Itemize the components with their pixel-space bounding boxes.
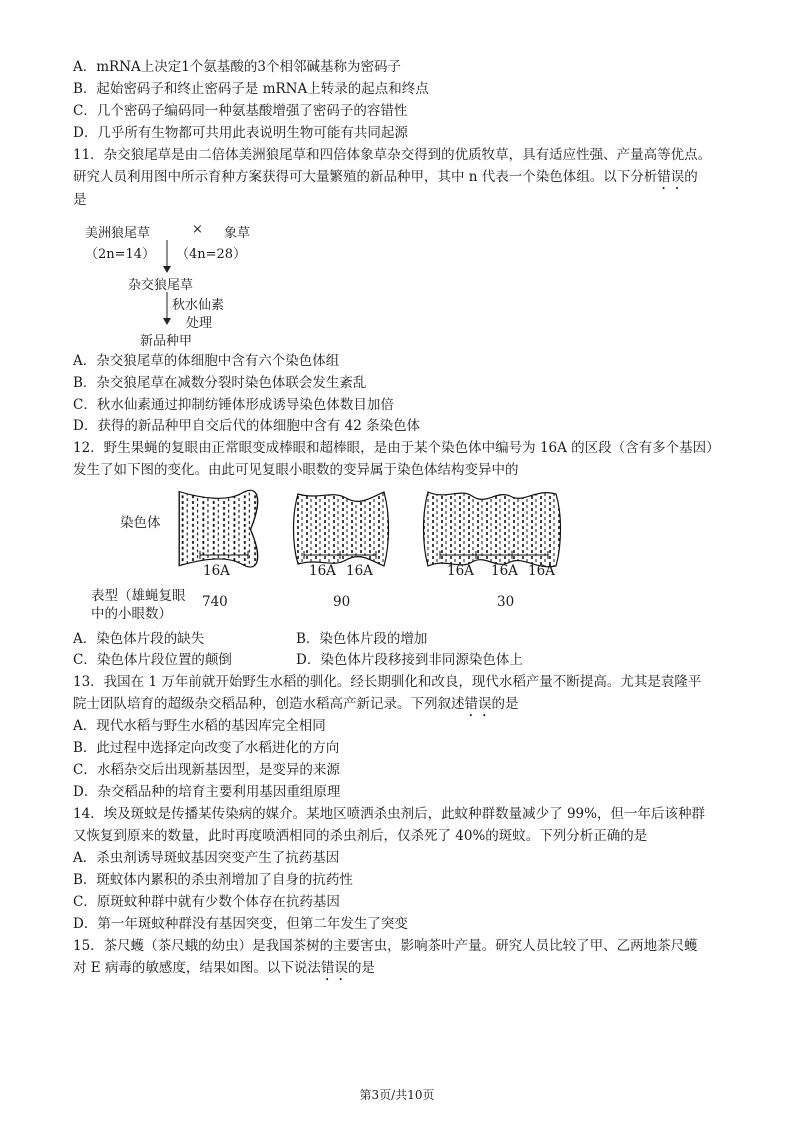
page-footer: 第3页/共10页 xyxy=(359,1088,435,1102)
q10-option-a: A．mRNA上决定1个氨基酸的3个相邻碱基称为密码子 xyxy=(73,59,401,75)
chromosome-1 xyxy=(179,490,257,567)
q15-stem-line2: 对 E 病毒的敏感度，结果如图。以下说法错误的是 xyxy=(73,960,375,976)
q12-stem-line1: 12．野生果蝇的复眼由正常眼变成棒眼和超棒眼，是由于某个染色体中编号为 16A 的区段（含有多个基因） xyxy=(73,440,720,456)
phenotype-label-line1: 表型（雄蝇复眼 xyxy=(91,588,186,604)
q14-option-d: D．第一年斑蚊种群没有基因突变，但第二年发生了突变 xyxy=(73,916,408,932)
segment-label: 16A xyxy=(528,563,555,579)
q12-option-b: B．染色体片段的增加 xyxy=(296,631,428,647)
parent1-label: 美洲狼尾草 xyxy=(85,226,151,241)
q13-option-b: B．此过程中选择定向改变了水稻进化的方向 xyxy=(73,740,340,756)
parent2-label: 象草 xyxy=(224,226,251,241)
q14-option-a: A．杀虫剂诱导斑蚊基因突变产生了抗药基因 xyxy=(73,850,340,866)
q12-stem-line2: 发生了如下图的变化。由此可见复眼小眼数的变异属于染色体结构变异中的 xyxy=(73,462,519,478)
segment-label: 16A xyxy=(309,563,336,579)
q14-option-b: B．斑蚊体内累积的杀虫剂增加了自身的抗药性 xyxy=(73,872,353,888)
segment-label: 16A xyxy=(203,563,230,579)
q11-option-b: B．杂交狼尾草在减数分裂时染色体联会发生紊乱 xyxy=(73,375,367,391)
eye-count-value: 30 xyxy=(497,594,515,610)
eye-count-value: 740 xyxy=(202,594,228,610)
q13-option-c: C．水稻杂交后出现新基因型，是变异的来源 xyxy=(73,762,340,778)
q11-stem-line1: 11．杂交狼尾草是由二倍体美洲狼尾草和四倍体象草杂交得到的优质牧草，具有适应性强、产量高等优点。 xyxy=(73,147,712,163)
q15-stem-line1: 15．茶尺蠖（茶尺蛾的幼虫）是我国茶树的主要害虫，影响茶叶产量。研究人员比较了甲、乙两地茶尺蠖 xyxy=(73,938,698,954)
segment-label: 16A xyxy=(491,563,518,579)
parent2-genome: （4n=28） xyxy=(176,247,247,262)
q13-stem-line2: 院士团队培育的超级杂交稻品种，创造水稻高产新记录。下列叙述错误的是 xyxy=(73,696,519,712)
hybrid-label: 杂交狼尾草 xyxy=(128,278,194,293)
q11-option-c: C．秋水仙素通过抑制纺锤体形成诱导染色体数目加倍 xyxy=(73,397,394,413)
emphasis-text: 错误 xyxy=(464,696,492,712)
q13-option-d: D．杂交稻品种的培育主要利用基因重组原理 xyxy=(73,784,341,800)
q13-option-a: A．现代水稻与野生水稻的基因库完全相同 xyxy=(73,718,326,734)
emphasis-text: 错误 xyxy=(657,169,685,185)
q10-option-b: B．起始密码子和终止密码子是 mRNA上转录的起点和终点 xyxy=(73,81,429,97)
cross-symbol: × xyxy=(192,222,203,237)
emphasis-text: 错误 xyxy=(320,960,348,976)
chromosome-drawings xyxy=(170,484,570,574)
chromosome-row-label: 染色体 xyxy=(120,515,161,531)
q13-stem-line1: 13．我国在 1 万年前就开始野生水稻的驯化。经长期驯化和改良，现代水稻产量不断提高。尤其是袁隆平 xyxy=(73,674,702,690)
treatment-label-2: 处理 xyxy=(186,316,213,331)
q11-stem-line3: 是 xyxy=(73,192,87,208)
q12-option-a: A．染色体片段的缺失 xyxy=(73,631,205,647)
segment-label: 16A xyxy=(346,563,373,579)
parent1-genome: （2n=14） xyxy=(85,247,156,262)
q11-stem-line2: 研究人员利用图中所示育种方案获得可大量繁殖的新品种甲，其中 n 代表一个染色体组。以下分析错误的 xyxy=(73,169,698,185)
result-label: 新品种甲 xyxy=(140,334,193,349)
down-arrow-icon xyxy=(160,240,174,274)
q12-option-d: D．染色体片段移接到非同源染色体上 xyxy=(296,652,523,668)
q11-option-d: D．获得的新品种甲自交后代的体细胞中含有 42 条染色体 xyxy=(73,418,421,434)
q10-option-d: D．几乎所有生物都可共用此表说明生物可能有共同起源 xyxy=(73,125,408,141)
phenotype-label-line2: 中的小眼数） xyxy=(91,606,172,622)
chromosome-3 xyxy=(424,492,561,567)
q12-option-c: C．染色体片段位置的颠倒 xyxy=(73,652,232,668)
q14-stem-line1: 14．埃及斑蚊是传播某传染病的媒介。某地区喷洒杀虫剂后，此蚊种群数量减少了 99%，但一年后该种群 xyxy=(73,806,705,822)
segment-label: 16A xyxy=(447,563,474,579)
q11-option-a: A．杂交狼尾草的体细胞中含有六个染色体组 xyxy=(73,353,340,369)
q14-option-c: C．原斑蚊种群中就有少数个体存在抗药基因 xyxy=(73,894,340,910)
q14-stem-line2: 又恢复到原来的数量，此时再度喷洒相同的杀虫剂后，仅杀死了 40%的斑蚊。下列分析正确的是 xyxy=(73,828,648,844)
treatment-label-1: 秋水仙素 xyxy=(172,298,225,313)
eye-count-value: 90 xyxy=(333,594,351,610)
q10-option-c: C．几个密码子编码同一种氨基酸增强了密码子的容错性 xyxy=(73,103,408,119)
